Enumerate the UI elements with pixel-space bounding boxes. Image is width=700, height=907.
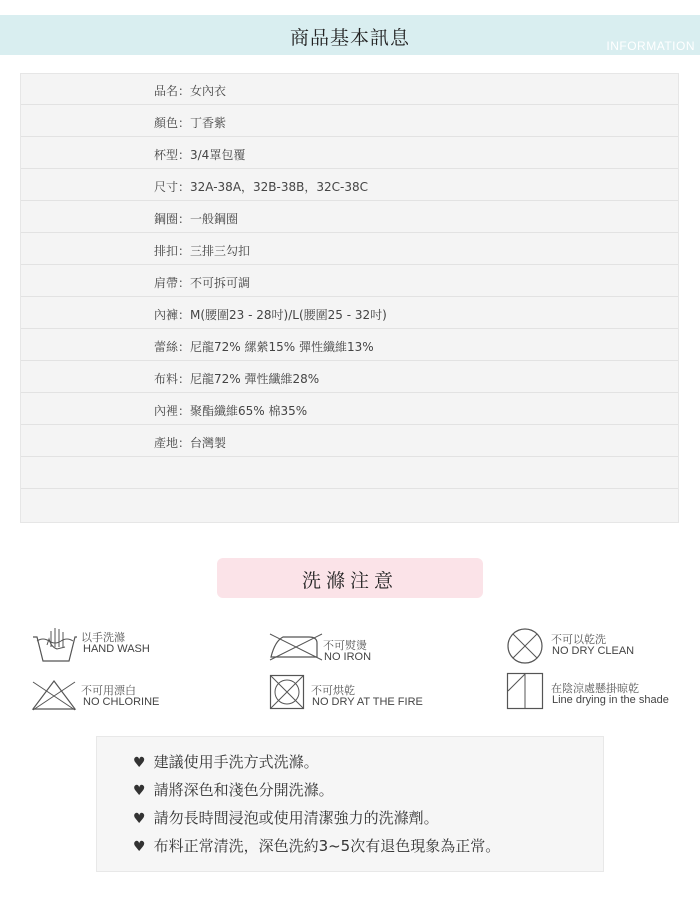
care-label-zh: 不可以乾洗 (551, 633, 606, 646)
heart-icon: ♥ (133, 783, 146, 799)
info-row-lace (21, 330, 678, 361)
care-item-line-dry-shade (506, 672, 686, 712)
info-row-text: 排扣：三排三勾扣 (154, 244, 251, 258)
care-label-en: NO CHLORINE (83, 696, 160, 708)
care-notes-box (96, 736, 604, 872)
note-text: 請將深色和淺色分開洗滌。 (153, 781, 334, 799)
info-row-text: 布料：尼龍72% 彈性纖維28% (154, 372, 320, 386)
care-item-hand-wash (31, 625, 191, 665)
info-row-color (21, 106, 678, 137)
care-item-no-bleach (31, 678, 201, 718)
care-label-en: Line drying in the shade (552, 694, 669, 706)
note-text: 建議使用手洗方式洗滌。 (153, 753, 319, 771)
no-dry-clean-icon (506, 627, 544, 665)
note-item (133, 751, 319, 772)
note-item (133, 779, 334, 800)
note-item (133, 807, 439, 828)
care-item-no-tumble-dry (269, 674, 449, 714)
note-item (133, 835, 500, 856)
info-row-text: 內裡：聚酯纖維65% 棉35% (154, 404, 308, 418)
care-title-pill (217, 558, 483, 598)
care-label-en: NO DRY AT THE FIRE (312, 696, 423, 708)
hand-wash-icon (31, 625, 79, 665)
info-header-title: 商品基本訊息 (289, 27, 410, 49)
care-title: 洗滌注意 (301, 570, 398, 592)
info-row-hook (21, 234, 678, 265)
care-label-zh: 不可烘乾 (311, 684, 355, 697)
info-row-fabric (21, 362, 678, 393)
heart-icon: ♥ (133, 839, 146, 855)
info-row-text: 尺寸：32A-38A，32B-38B，32C-38C (154, 180, 368, 194)
info-row-strap (21, 266, 678, 297)
info-row-text: 品名：女內衣 (154, 84, 227, 98)
no-bleach-icon (31, 678, 77, 712)
info-row-text: 顏色：丁香紫 (154, 116, 227, 130)
heart-icon: ♥ (133, 811, 146, 827)
no-iron-icon (269, 633, 323, 661)
info-row-wire (21, 202, 678, 233)
no-tumble-dry-icon (269, 674, 305, 710)
info-row-text: 產地：台灣製 (154, 436, 227, 450)
info-row-empty (21, 490, 678, 521)
info-row-text: 杯型：3/4罩包覆 (154, 148, 246, 162)
info-row-text: 蕾絲：尼龍72% 縲縈15% 彈性纖維13% (154, 340, 374, 354)
info-row-name (21, 74, 678, 105)
info-row-text: 肩帶：不可拆可調 (154, 276, 251, 290)
info-row-panty (21, 298, 678, 329)
product-info-table (20, 73, 679, 523)
care-label-en: NO IRON (324, 651, 372, 663)
info-row-text: 內褲：M(腰圍23 - 28吋)/L(腰圍25 - 32吋) (154, 308, 387, 322)
info-row-origin (21, 426, 678, 457)
note-text: 請勿長時間浸泡或使用清潔強力的洗滌劑。 (153, 809, 439, 827)
note-text: 布料正常清洗，深色洗約3~5次有退色現象為正常。 (153, 837, 501, 855)
info-row-lining (21, 394, 678, 425)
care-label-zh: 以手洗滌 (81, 631, 125, 644)
line-dry-shade-icon (506, 672, 544, 710)
care-label-zh: 不可用漂白 (81, 684, 136, 697)
info-header-bar (0, 15, 700, 55)
care-label-zh: 在陰涼處懸掛晾乾 (551, 682, 639, 695)
heart-icon: ♥ (133, 755, 146, 771)
info-header-subtitle: INFORMATION (606, 39, 695, 53)
care-label-en: HAND WASH (83, 643, 150, 655)
care-item-no-dry-clean (506, 627, 676, 667)
care-label-zh: 不可熨燙 (323, 639, 367, 652)
info-row-empty (21, 458, 678, 489)
info-row-size (21, 170, 678, 201)
care-item-no-iron (269, 633, 429, 673)
info-row-cup (21, 138, 678, 169)
care-label-en: NO DRY CLEAN (552, 645, 635, 657)
info-row-text: 鋼圈：一般鋼圈 (154, 212, 239, 226)
